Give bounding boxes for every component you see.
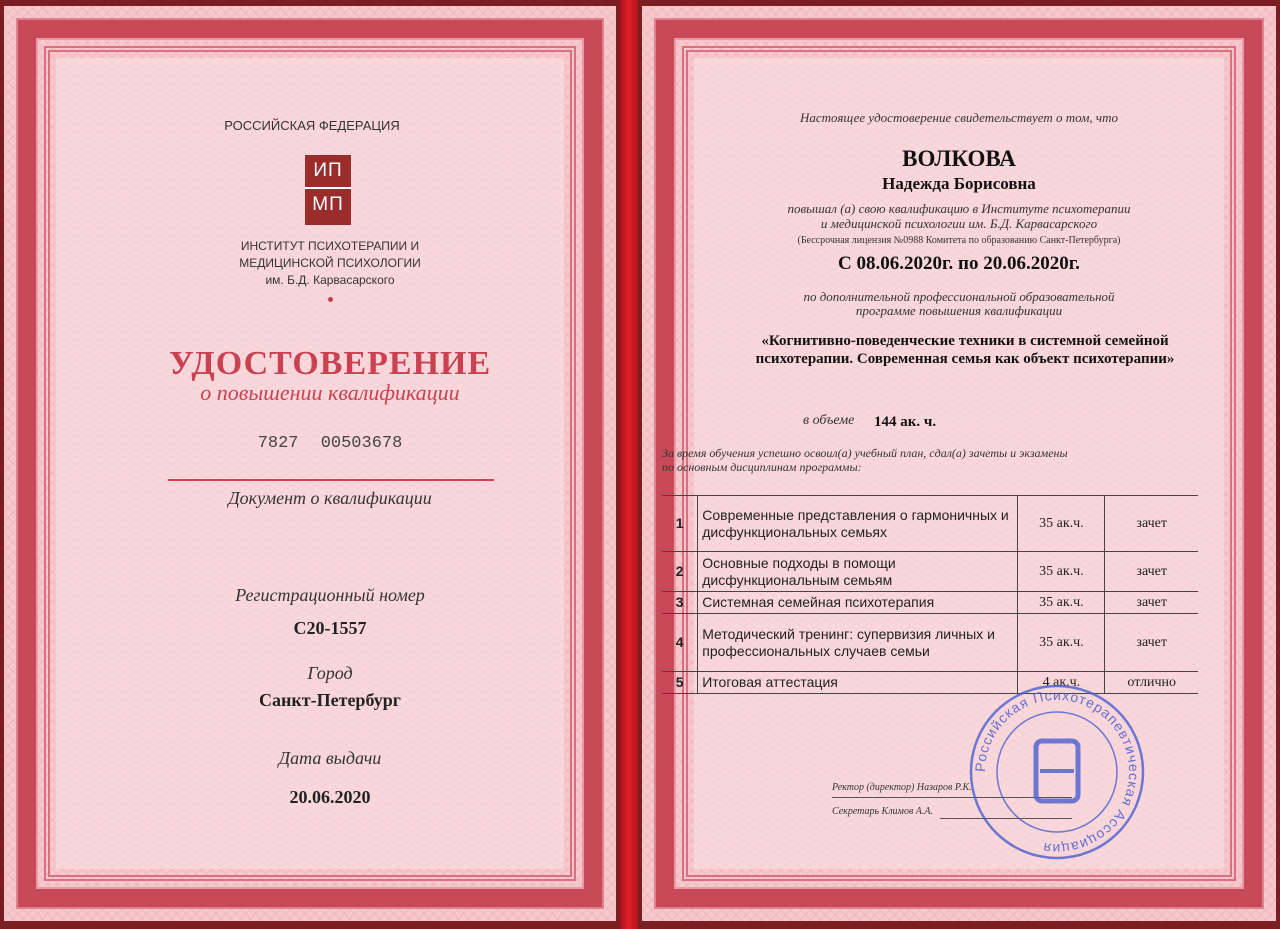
bookmark-ribbon bbox=[620, 0, 638, 929]
discipline-hours: 35 ак.ч. bbox=[1018, 496, 1105, 552]
institute-line3: им. Б.Д. Карвасарского bbox=[265, 273, 395, 287]
program-name-line2: психотерапии. Современная семья как объект психотерапии» bbox=[755, 351, 1175, 367]
discipline-result: зачет bbox=[1136, 516, 1167, 531]
serial-number: 7827 00503678 bbox=[257, 434, 403, 453]
disciplines-table bbox=[662, 495, 1198, 694]
discipline-result: зачет bbox=[1136, 564, 1167, 579]
secretary-signature-label: Секретарь Климов А.А. bbox=[832, 806, 933, 817]
logo-bottom: МП bbox=[312, 194, 344, 215]
study-line2: по основным дисциплинам программы: bbox=[662, 460, 862, 474]
seal-stamp bbox=[968, 683, 1146, 861]
discipline-hours: 35 ак.ч. bbox=[1018, 614, 1105, 672]
institute-line2: МЕДИЦИНСКОЙ ПСИХОЛОГИИ bbox=[239, 256, 421, 270]
discipline-hours: 35 ак.ч. bbox=[1018, 552, 1105, 592]
row-number: 4 bbox=[675, 634, 684, 650]
volume-label: в объеме bbox=[803, 413, 855, 428]
discipline-hours: 4 ак.ч. bbox=[1018, 672, 1105, 694]
holder-name: Надежда Борисовна bbox=[882, 174, 1036, 193]
program-line1: по дополнительной профессиональной образовательной bbox=[803, 289, 1115, 304]
discipline-result: зачет bbox=[1136, 635, 1167, 650]
license-text: (Бессрочная лицензия №0988 Комитета по образованию Санкт-Петербурга) bbox=[797, 235, 1121, 246]
stamp-text: Российская Психотерапевтическая Ассоциация bbox=[971, 686, 1143, 858]
discipline-result: зачет bbox=[1136, 595, 1167, 610]
volume-value: 144 ак. ч. bbox=[874, 414, 937, 430]
discipline-hours: 35 ак.ч. bbox=[1018, 592, 1105, 614]
institute-name bbox=[0, 238, 660, 289]
country-name: РОССИЙСКАЯ ФЕДЕРАЦИЯ bbox=[224, 118, 400, 133]
program-line2: программе повышения квалификации bbox=[855, 303, 1063, 318]
discipline-name: Методический тренинг: супервизия личных и профессиональных случаев семьи bbox=[698, 614, 1018, 672]
table-row bbox=[662, 614, 1198, 672]
qualification-line2: и медицинской психологии им. Б.Д. Карвасарского bbox=[820, 216, 1098, 231]
discipline-result: отлично bbox=[1127, 675, 1176, 690]
decor-dot bbox=[328, 297, 333, 302]
institute-logo bbox=[305, 155, 351, 225]
rector-signature-label: Ректор (директор) Назаров Р.К. bbox=[832, 782, 972, 793]
table-row bbox=[662, 496, 1198, 552]
row-number: 5 bbox=[675, 674, 684, 690]
row-number: 2 bbox=[675, 563, 684, 579]
city-value: Санкт-Петербург bbox=[259, 690, 401, 710]
document-type: Документ о квалификации bbox=[228, 488, 432, 508]
issue-date-label: Дата выдачи bbox=[278, 748, 382, 768]
document-subtitle: о повышении квалификации bbox=[200, 380, 460, 405]
table-row bbox=[662, 552, 1198, 592]
institute-line1: ИНСТИТУТ ПСИХОТЕРАПИИ И bbox=[240, 239, 420, 253]
program-name bbox=[700, 332, 1230, 368]
study-line1: За время обучения успешно освоил(а) учебный план, сдал(а) зачеты и экзамены bbox=[662, 446, 1068, 460]
intro-text: Настоящее удостоверение свидетельствует о том, что bbox=[800, 110, 1118, 125]
qualification-line1: повышал (а) свою квалификацию в Институте психотерапии bbox=[787, 201, 1131, 216]
row-number: 3 bbox=[675, 594, 684, 610]
discipline-name: Основные подходы в помощи дисфункциональным семьям bbox=[698, 552, 1018, 592]
row-number: 1 bbox=[675, 515, 684, 531]
reg-number-label: Регистрационный номер bbox=[235, 585, 425, 605]
logo-top: ИП bbox=[305, 155, 351, 189]
program-text bbox=[642, 290, 1276, 318]
reg-number-value: С20-1557 bbox=[293, 618, 367, 638]
left-page bbox=[4, 6, 616, 921]
discipline-name: Итоговая аттестация bbox=[698, 672, 1018, 694]
document-title: УДОСТОВЕРЕНИЕ bbox=[168, 345, 492, 382]
issue-date-value: 20.06.2020 bbox=[289, 787, 371, 807]
discipline-name: Системная семейная психотерапия bbox=[698, 592, 1018, 614]
discipline-name: Современные представления о гармоничных и дисфункциональных семьях bbox=[698, 496, 1018, 552]
red-divider bbox=[168, 479, 494, 481]
program-name-line1: «Когнитивно-поведенческие техники в системной семейной bbox=[761, 333, 1169, 349]
table-row bbox=[662, 592, 1198, 614]
training-dates: С 08.06.2020г. по 20.06.2020г. bbox=[838, 253, 1080, 274]
qualification-text bbox=[642, 201, 1276, 231]
study-text bbox=[662, 446, 1222, 474]
city-label: Город bbox=[307, 663, 353, 683]
holder-surname: ВОЛКОВА bbox=[902, 146, 1016, 171]
